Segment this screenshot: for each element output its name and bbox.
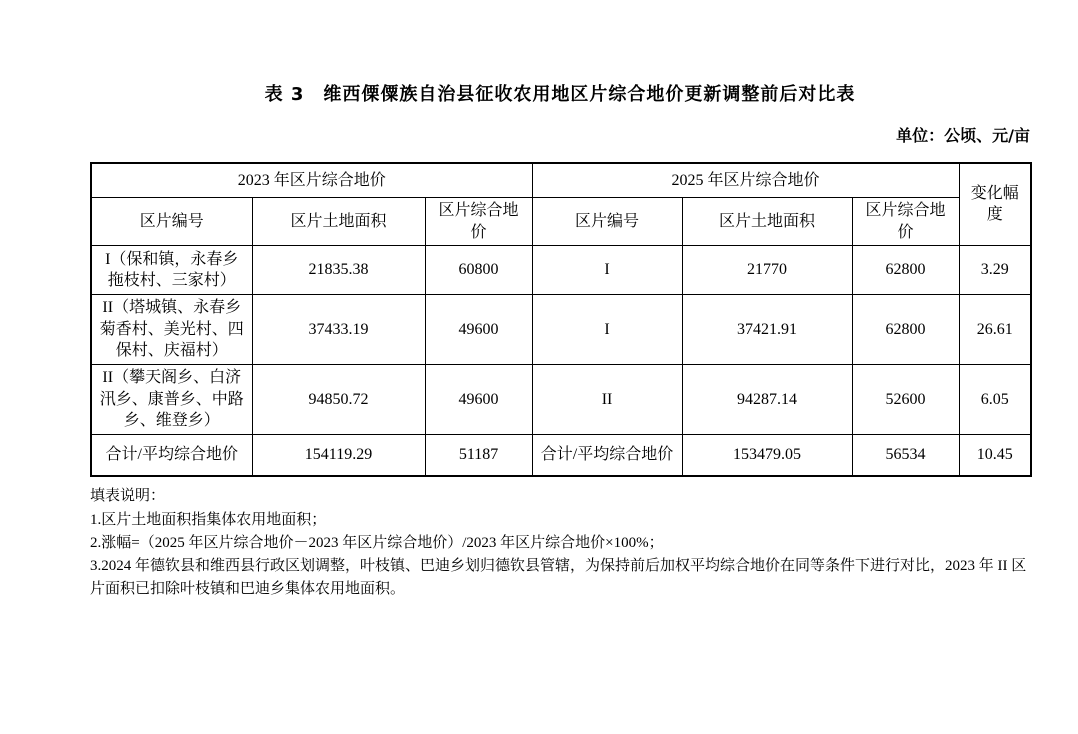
price-2025-cell: 52600 — [852, 365, 959, 435]
note-line-2: 2.涨幅=（2025 年区片综合地价－2023 年区片综合地价）/2023 年区片综合地价×100%； — [90, 534, 664, 551]
price-comparison-table — [90, 162, 1032, 478]
change-cell: 10.45 — [959, 434, 1031, 476]
price-2023-cell: 60800 — [425, 246, 532, 295]
zone-2023-cell: 合计/平均综合地价 — [91, 434, 252, 476]
area-2025-cell: 153479.05 — [682, 434, 852, 476]
group-header-2023: 2023 年区片综合地价 — [91, 163, 532, 198]
zone-2023-cell: I（保和镇，永春乡拖枝村、三家村） — [91, 246, 252, 295]
price-2025-cell: 62800 — [852, 295, 959, 365]
note-line-1: 1.区片土地面积指集体农用地面积； — [90, 511, 327, 528]
col-header-zone-2023: 区片编号 — [91, 198, 252, 246]
zone-2025-cell: I — [532, 246, 682, 295]
col-header-price-2023: 区片综合地价 — [425, 198, 532, 246]
zone-2025-cell: I — [532, 295, 682, 365]
document-title: 表 3 维西傈僳族自治县征收农用地区片综合地价更新调整前后对比表 — [264, 84, 856, 105]
change-cell: 6.05 — [959, 365, 1031, 435]
price-2023-cell: 49600 — [425, 295, 532, 365]
area-2025-cell: 94287.14 — [682, 365, 852, 435]
table-row — [91, 365, 1031, 435]
table-row — [91, 295, 1031, 365]
area-2025-cell: 37421.91 — [682, 295, 852, 365]
table-row — [91, 246, 1031, 295]
zone-2023-cell: II（攀天阁乡、白济汛乡、康普乡、中路乡、维登乡） — [91, 365, 252, 435]
col-header-area-2023: 区片土地面积 — [252, 198, 425, 246]
change-cell: 3.29 — [959, 246, 1031, 295]
area-2023-cell: 37433.19 — [252, 295, 425, 365]
zone-2025-cell: 合计/平均综合地价 — [532, 434, 682, 476]
price-2025-cell: 62800 — [852, 246, 959, 295]
price-2023-cell: 51187 — [425, 434, 532, 476]
price-2025-cell: 56534 — [852, 434, 959, 476]
group-header-2025: 2025 年区片综合地价 — [532, 163, 959, 198]
col-header-zone-2025: 区片编号 — [532, 198, 682, 246]
area-2023-cell: 154119.29 — [252, 434, 425, 476]
unit-note: 单位：公顷、元/亩 — [896, 125, 1030, 145]
group-header-change: 变化幅度 — [959, 163, 1031, 246]
table-column-header-row — [91, 198, 1031, 246]
price-2023-cell: 49600 — [425, 365, 532, 435]
table-row-total — [91, 434, 1031, 476]
document-page — [90, 0, 1030, 602]
note-line-3: 3.2024 年德钦县和维西县行政区划调整，叶枝镇、巴迪乡划归德钦县管辖，为保持前后加权平均综合地价在同等条件下进行对比，2023 年 II 区片面积已扣除叶枝镇和巴迪乡集体农用地面积。 — [90, 558, 1027, 598]
zone-2023-cell: II（塔城镇、永春乡菊香村、美光村、四保村、庆福村） — [91, 295, 252, 365]
area-2023-cell: 94850.72 — [252, 365, 425, 435]
change-cell: 26.61 — [959, 295, 1031, 365]
notes-title: 填表说明： — [90, 488, 166, 505]
area-2025-cell: 21770 — [682, 246, 852, 295]
notes-section — [90, 485, 1030, 601]
table-group-header-row — [91, 163, 1031, 198]
col-header-area-2025: 区片土地面积 — [682, 198, 852, 246]
col-header-price-2025: 区片综合地价 — [852, 198, 959, 246]
zone-2025-cell: II — [532, 365, 682, 435]
area-2023-cell: 21835.38 — [252, 246, 425, 295]
